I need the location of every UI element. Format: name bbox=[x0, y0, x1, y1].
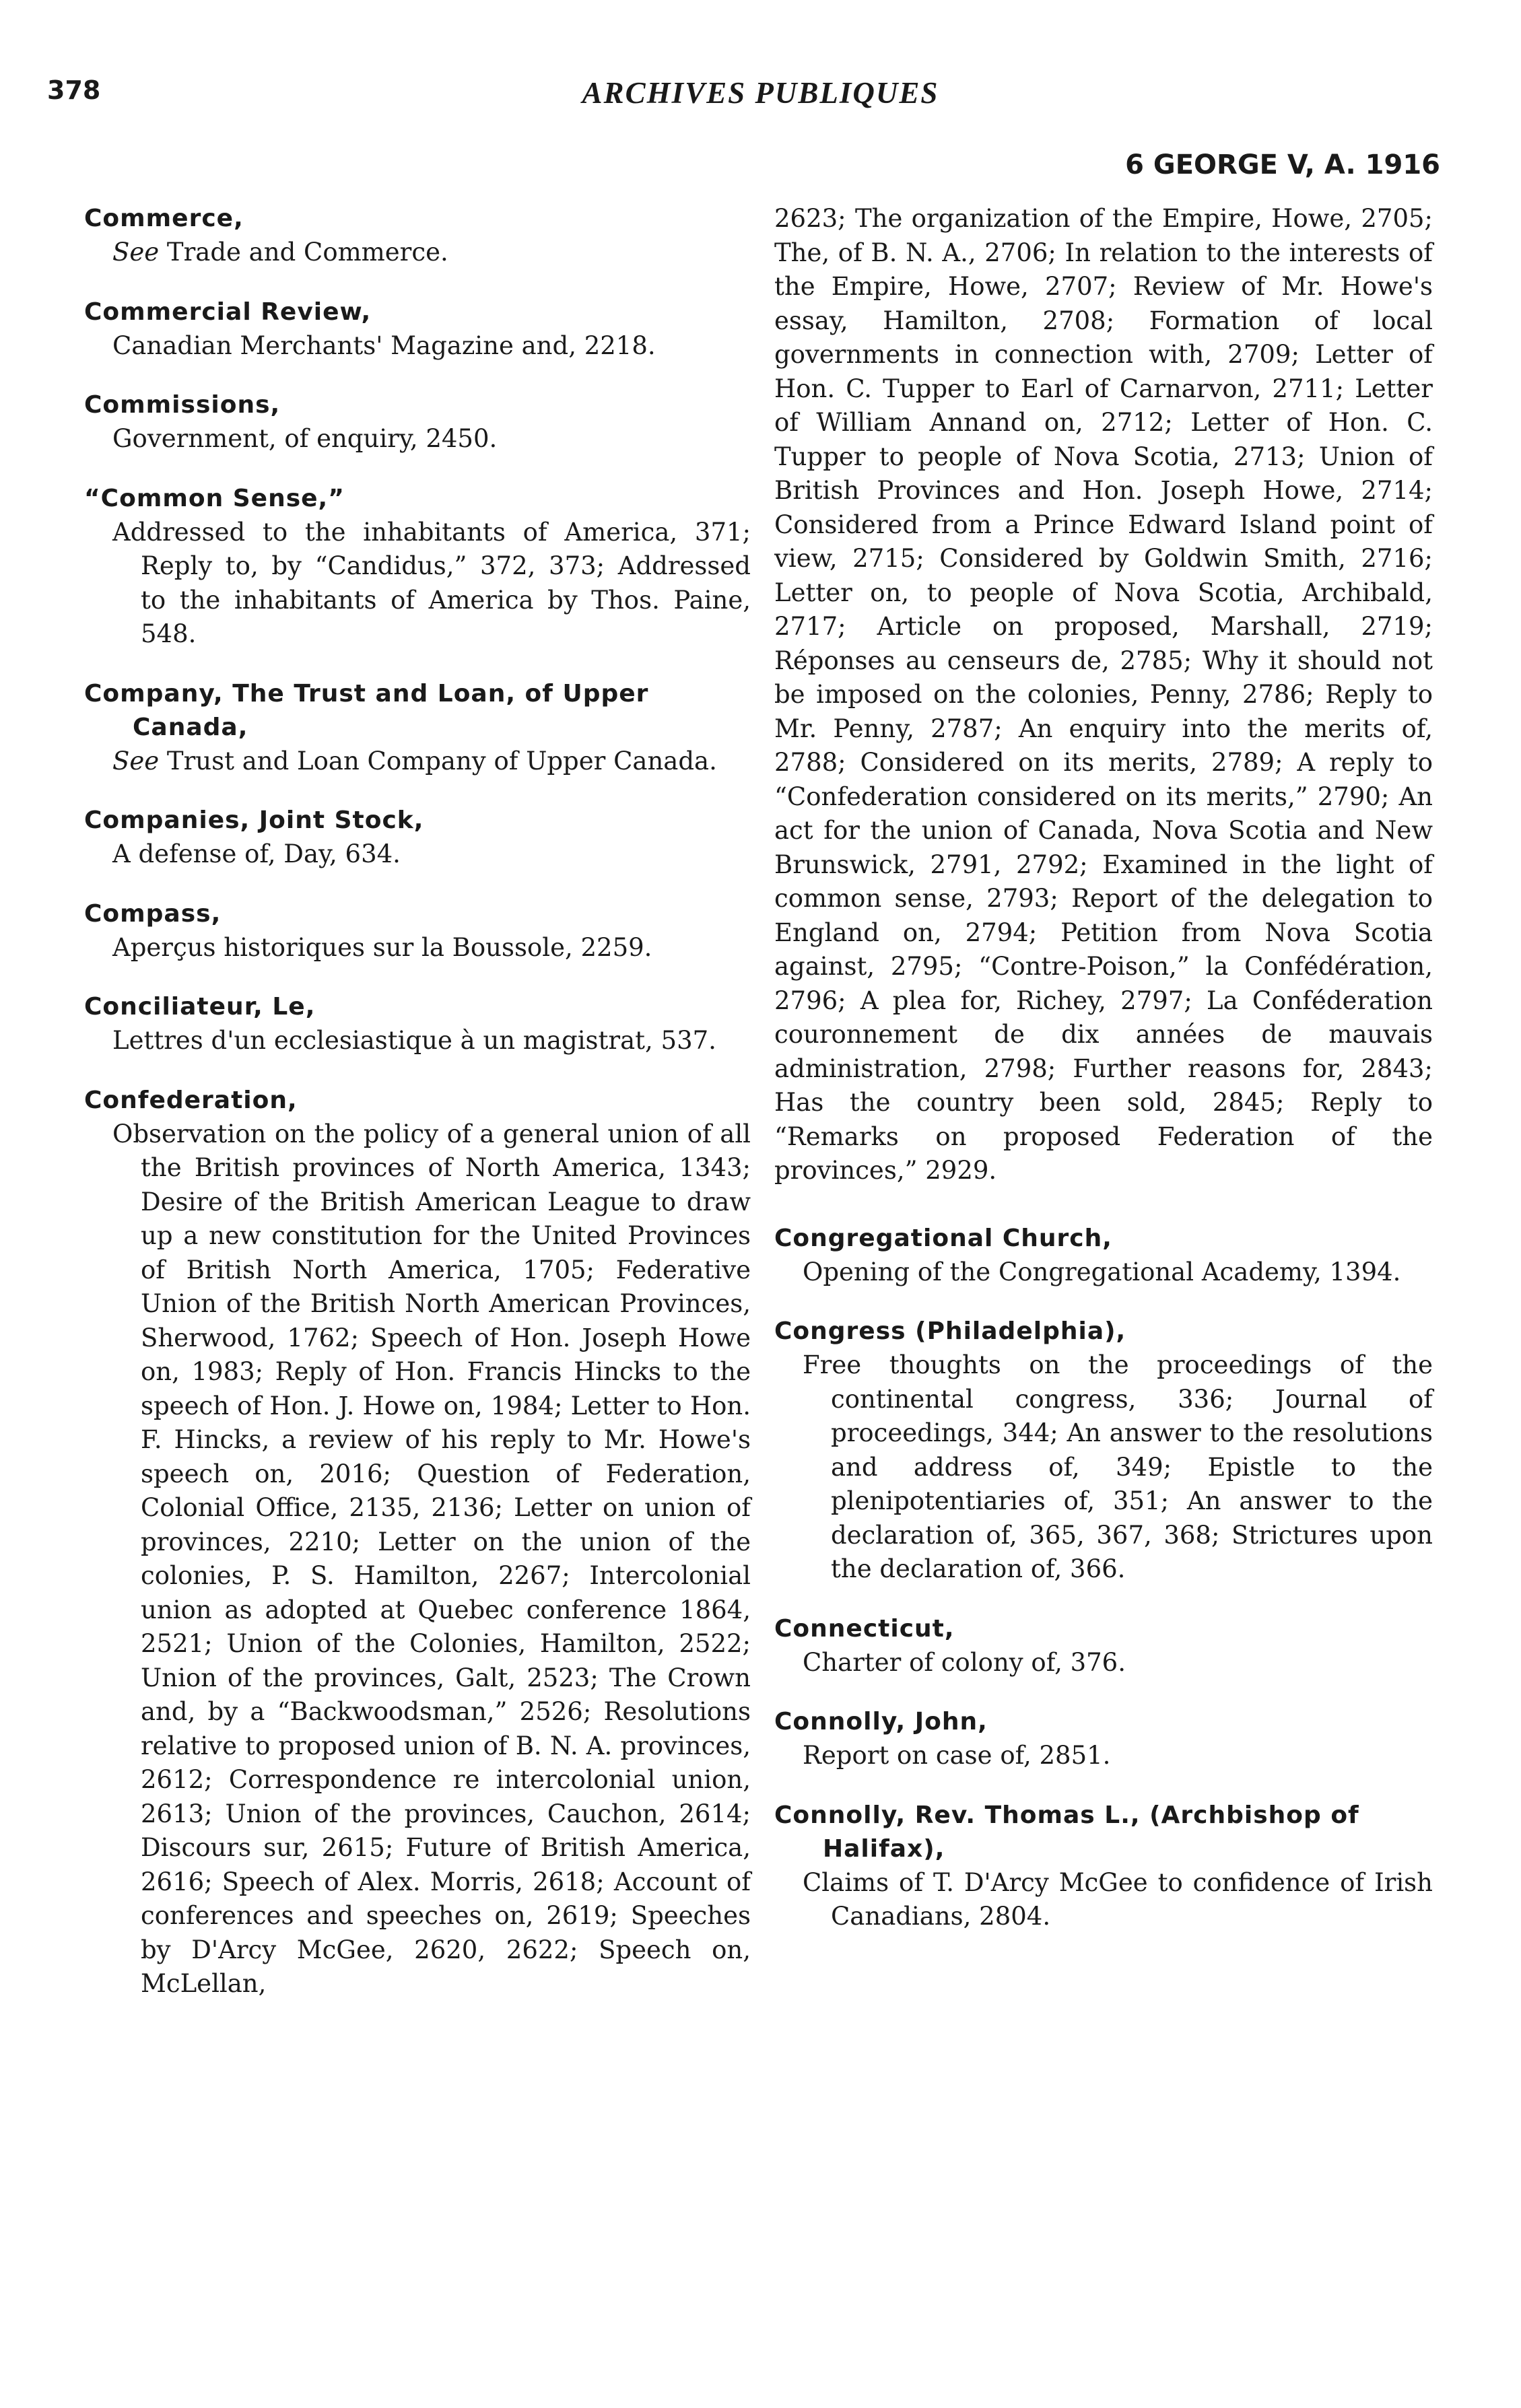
index-entry-congregational-church bbox=[774, 1222, 1433, 1290]
index-entry-common-sense bbox=[84, 482, 751, 652]
entry-heading: Commissions, bbox=[84, 391, 281, 419]
entry-text: Aperçus historiques sur la Boussole, 2259. bbox=[112, 932, 652, 962]
entry-heading: Commerce, bbox=[84, 205, 244, 232]
entry-heading: Company, The Trust and Loan, of Upper Canada, bbox=[84, 679, 649, 741]
entry-heading: Congress (Philadelphia), bbox=[774, 1317, 1126, 1345]
running-head: ARCHIVES PUBLIQUES bbox=[582, 76, 939, 110]
index-entry-confederation bbox=[84, 1084, 751, 2001]
entry-heading: Connolly, Rev. Thomas L., (Archbishop of Halifax), bbox=[774, 1801, 1359, 1863]
index-entry-confederation-continued bbox=[774, 202, 1433, 1188]
page-number: 378 bbox=[47, 75, 101, 105]
entry-heading: Confederation, bbox=[84, 1086, 298, 1114]
entry-text: Government, of enquiry, 2450. bbox=[112, 424, 498, 453]
index-entry-connolly-john bbox=[774, 1705, 1433, 1773]
entry-text bbox=[112, 745, 751, 779]
index-entry-conciliateur bbox=[84, 990, 751, 1058]
entry-text: A defense of, Day, 634. bbox=[112, 839, 401, 868]
see-reference-target: Trade and Commerce. bbox=[166, 238, 448, 267]
entry-text bbox=[112, 236, 751, 270]
right-column bbox=[774, 202, 1433, 1960]
entry-heading: “Common Sense,” bbox=[84, 484, 345, 512]
entry-text: Addressed to the inhabitants of America, 371; Reply to, by “Candidus,” 372, 373; Addressed to the inhabitants of America by Thos. Paine, 548. bbox=[112, 517, 751, 648]
entry-heading: Connecticut, bbox=[774, 1614, 955, 1643]
entry-text: Canadian Merchants' Magazine and, 2218. bbox=[112, 331, 656, 360]
entry-heading: Compass, bbox=[84, 899, 222, 928]
see-reference-label: See bbox=[112, 238, 160, 267]
entry-text: 2623; The organization of the Empire, Howe, 2705; The, of B. N. A., 2706; In relation to the interests of the Empire, Howe, 2707; Review of Mr. Howe's essay, Hamilton, 2708; Formation of local governments in connection with, 2709; Letter of Hon. C. Tupper to Earl of Carnarvon, 2711; Letter of William Annand on, 2712; Letter of Hon. C. Tupper to people of Nova Scotia, 2713; Union of British Provinces and Hon. Joseph Howe, 2714; Considered from a Prince Edward Island point of view, 2715; Considered by Goldwin Smith, 2716; Letter on, to people of Nova Scotia, Archibald, 2717; Article on proposed, Marshall, 2719; Réponses au censeurs de, 2785; Why it should not be imposed on the colonies, Penny, 2786; Reply to Mr. Penny, 2787; An enquiry into the merits of, 2788; Considered on its merits, 2789; A reply to “Confederation considered on its merits,” 2790; An act for the union of Canada, Nova Scotia and New Brunswick, 2791, 2792; Examined in the light of common sense, 2793; Report of the delegation to England on, 2794; Petition from Nova Scotia against, 2795; “Contre-Poison,” la Confédération, 2796; A plea for, Richey, 2797; La Conféderation couronnement de dix années de mauvais administration, 2798; Further reasons for, 2843; Has the country been sold, 2845; Reply to “Remarks on proposed Federation of the provinces,” 2929. bbox=[774, 204, 1433, 1185]
session-label: 6 GEORGE V, A. 1916 bbox=[1125, 149, 1440, 180]
see-reference-target: Trust and Loan Company of Upper Canada. bbox=[166, 746, 717, 776]
entry-heading: Commercial Review, bbox=[84, 298, 372, 326]
entry-heading: Conciliateur, Le, bbox=[84, 993, 316, 1021]
index-entry-commercial-review bbox=[84, 296, 751, 364]
left-column bbox=[84, 202, 751, 2027]
index-entry-compass bbox=[84, 897, 751, 965]
index-entry-companies-joint-stock bbox=[84, 804, 751, 872]
index-entry-commerce bbox=[84, 202, 751, 270]
entry-text: Charter of colony of, 376. bbox=[803, 1647, 1126, 1677]
see-reference-label: See bbox=[112, 746, 160, 776]
entry-text: Report on case of, 2851. bbox=[803, 1741, 1111, 1770]
entry-text: Opening of the Congregational Academy, 1394. bbox=[803, 1257, 1401, 1286]
entry-text: Observation on the policy of a general union of all the British provinces of North America, 1343; Desire of the British American League to draw up a new constitution for the United Provinces of British North America, 1705; Federative Union of the British North American Provinces, Sherwood, 1762; Speech of Hon. Joseph Howe on, 1983; Reply of Hon. Francis Hincks to the speech of Hon. J. Howe on, 1984; Letter to Hon. F. Hincks, a review of his reply to Mr. Howe's speech on, 2016; Question of Federation, Colonial Office, 2135, 2136; Letter on union of provinces, 2210; Letter on the union of the colonies, P. S. Hamilton, 2267; Intercolonial union as adopted at Quebec conference 1864, 2521; Union of the Colonies, Hamilton, 2522; Union of the provinces, Galt, 2523; The Crown and, by a “Backwoodsman,” 2526; Resolutions relative to proposed union of B. N. A. provinces, 2612; Correspondence re intercolonial union, 2613; Union of the provinces, Cauchon, 2614; Discours sur, 2615; Future of British America, 2616; Speech of Alex. Morris, 2618; Account of conferences and speeches on, 2619; Speeches by D'Arcy McGee, 2620, 2622; Speech on, McLellan, bbox=[112, 1119, 751, 1998]
index-entry-congress-philadelphia bbox=[774, 1315, 1433, 1587]
entry-text: Lettres d'un ecclesiastique à un magistrat, 537. bbox=[112, 1026, 716, 1055]
index-entry-connolly-thomas bbox=[774, 1799, 1433, 1934]
entry-heading: Connolly, John, bbox=[774, 1708, 988, 1735]
entry-heading: Companies, Joint Stock, bbox=[84, 806, 424, 834]
entry-text: Claims of T. D'Arcy McGee to confidence of Irish Canadians, 2804. bbox=[803, 1867, 1433, 1931]
entry-heading: Congregational Church, bbox=[774, 1224, 1112, 1252]
index-entry-company-trust-loan bbox=[84, 677, 751, 779]
index-entry-connecticut bbox=[774, 1612, 1433, 1680]
entry-text: Free thoughts on the proceedings of the continental congress, 336; Journal of proceedings, 344; An answer to the resolutions and address of, 349; Epistle to the plenipotentiaries of, 351; An answer to the declaration of, 365, 367, 368; Strictures upon the declaration of, 366. bbox=[803, 1350, 1433, 1583]
index-entry-commissions bbox=[84, 388, 751, 456]
